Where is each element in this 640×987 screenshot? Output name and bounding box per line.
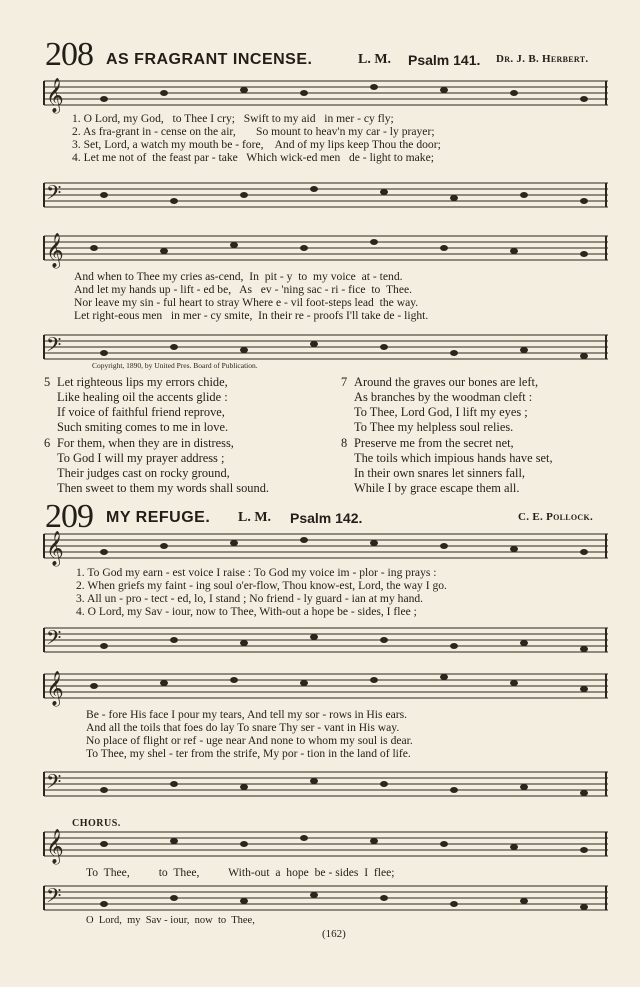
stanza-line: While I by grace escape them all.	[354, 481, 520, 495]
hymn-number-209: 209	[45, 498, 93, 535]
stanza-line: If voice of faithful friend reprove,	[57, 405, 225, 419]
music-staff	[44, 764, 608, 804]
lyric-line: Be - fore His face I pour my tears, And tell my sor - rows in His ears.	[86, 708, 408, 721]
svg-text:𝄢: 𝄢	[46, 628, 62, 654]
hymn-number-208: 208	[45, 36, 93, 73]
stanza-line: Like healing oil the accents glide :	[57, 390, 228, 404]
page-number: (162)	[322, 928, 346, 940]
lyric-line: 1. O Lord, my God, to Thee I cry; Swift to my aid in mer - cy fly;	[72, 112, 394, 125]
stanza-line: For them, when they are in distress,	[57, 436, 234, 450]
svg-text:𝄢: 𝄢	[46, 772, 62, 798]
hymn-composer-209: C. E. Pollock.	[518, 511, 594, 523]
music-staff	[44, 528, 608, 564]
lyric-line: 3. Set, Lord, a watch my mouth be - fore, And of my lips keep Thou the door;	[72, 138, 441, 151]
lyric-line: 2. As fra-grant in - cense on the air, So mount to heav'n my car - ly prayer;	[72, 125, 435, 138]
stanza-number: 7	[341, 375, 348, 389]
copyright-note: Copyright, 1890, by United Pres. Board of Publication.	[92, 361, 258, 370]
music-staff	[44, 329, 608, 365]
stanza-line: Around the graves our bones are left,	[354, 375, 539, 389]
lyric-line: 2. When griefs my faint - ing soul o'er-flow, Thou know-est, Lord, the way I go.	[76, 579, 447, 592]
hymn-composer-208: Dr. J. B. Herbert.	[496, 53, 589, 65]
hymn-title-208: AS FRAGRANT INCENSE.	[106, 51, 313, 68]
svg-text:𝄞: 𝄞	[46, 234, 64, 267]
lyric-line: And let my hands up - lift - ed be, As ev - 'ning sac - ri - fice to Thee.	[74, 283, 413, 296]
music-staff	[44, 232, 608, 268]
svg-text:𝄞: 𝄞	[46, 79, 64, 112]
hymn-title-209: MY REFUGE.	[106, 509, 211, 526]
lyric-line: Let right-eous men in mer - cy smite, In their re - proofs I'll take de - light.	[74, 309, 429, 322]
lyric-line: And when to Thee my cries as-cend, In pit - y to my voice at - tend.	[74, 270, 403, 283]
music-staff	[44, 880, 608, 916]
music-staff	[44, 173, 608, 213]
stanza-line: To God I will my prayer address ;	[57, 451, 225, 465]
svg-text:𝄢: 𝄢	[46, 335, 62, 361]
svg-text:𝄢: 𝄢	[46, 183, 62, 209]
lyric-line: 4. Let me not of the feast par - take Which wick-ed men de - light to make;	[72, 151, 434, 164]
chorus-label: CHORUS.	[72, 818, 121, 829]
stanza-line: As branches by the woodman cleft :	[354, 390, 533, 404]
stanza-line: Then sweet to them my words shall sound.	[57, 481, 269, 495]
lyric-line: 4. O Lord, my Sav - iour, now to Thee, With-out a hope be - sides, I flee ;	[76, 605, 417, 618]
svg-text:𝄞: 𝄞	[46, 672, 64, 705]
stanza-line: To Thee, Lord God, I lift my eyes ;	[354, 405, 528, 419]
music-staff	[44, 828, 608, 862]
svg-text:𝄞: 𝄞	[46, 532, 64, 565]
chorus-lyric-treble: To Thee, to Thee, With-out a hope be - sides I flee;	[86, 866, 395, 879]
music-staff	[44, 622, 608, 658]
lyric-line: No place of flight or ref - uge near And none to whom my soul is dear.	[86, 734, 413, 747]
lyric-line: Nor leave my sin - ful heart to stray Where e - vil foot-steps lead the way.	[74, 296, 419, 309]
svg-text:𝄢: 𝄢	[46, 886, 62, 912]
stanza-line: In their own snares let sinners fall,	[354, 466, 526, 480]
hymn-meter-209: L. M.	[238, 510, 272, 525]
svg-text:𝄞: 𝄞	[46, 830, 64, 863]
stanza-number: 5	[44, 375, 51, 389]
lyric-line: 3. All un - pro - tect - ed, lo, I stand ; No friend - ly guard - ian at my hand.	[76, 592, 424, 605]
lyric-line: 1. To God my earn - est voice I raise : To God my voice im - plor - ing prays :	[76, 566, 437, 579]
hymn-scripture-209: Psalm 142.	[290, 510, 363, 526]
hymn-scripture-208: Psalm 141.	[408, 52, 481, 68]
hymn-meter-208: L. M.	[358, 52, 392, 67]
stanza-line: Let righteous lips my errors chide,	[57, 375, 228, 389]
stanza-line: To Thee my helpless soul relies.	[354, 420, 514, 434]
stanza-line: Preserve me from the secret net,	[354, 436, 514, 450]
music-staff	[44, 668, 608, 704]
music-staff	[44, 77, 608, 113]
stanza-line: Their judges cast on rocky ground,	[57, 466, 230, 480]
lyric-line: To Thee, my shel - ter from the strife, My por - tion in the land of life.	[86, 747, 411, 760]
stanza-line: The toils which impious hands have set,	[354, 451, 553, 465]
chorus-lyric-bass: O Lord, my Sav - iour, now to Thee,	[86, 915, 255, 926]
stanza-number: 6	[44, 436, 51, 450]
lyric-line: And all the toils that foes do lay To snare Thy ser - vant in His way.	[86, 721, 400, 734]
stanza-number: 8	[341, 436, 348, 450]
stanza-line: Such smiting comes to me in love.	[57, 420, 229, 434]
